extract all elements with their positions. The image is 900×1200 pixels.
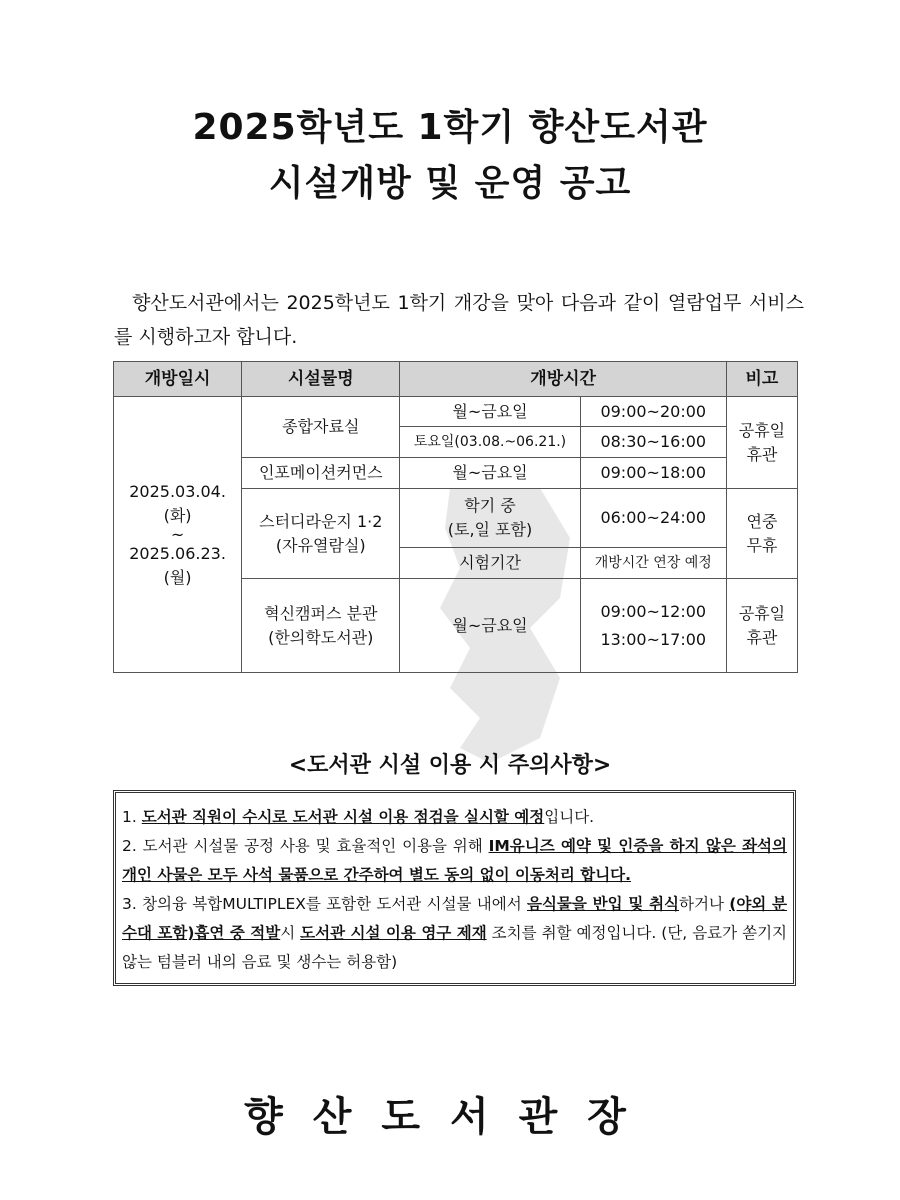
study-lounge-semester-time: 06:00~24:00	[580, 489, 726, 548]
header-note: 비고	[726, 362, 797, 397]
caution-item-3-bold1: 음식물을 반입 및 취식	[526, 895, 680, 913]
caution-item-3-num: 3.	[122, 895, 143, 913]
branch-note-line2: 휴관	[746, 627, 778, 647]
table-row	[114, 397, 798, 427]
caution-item-2-bold: IM유니즈 예약 및 인증을 하지 않은 좌석의 개인 사물은 모두 사석 물품으로 간주하여 별도 동의 없이 이동처리 합니다.	[122, 837, 788, 884]
caution-item-3-bold2: (야외 분수대 포함)흡연 중 적발	[122, 895, 787, 942]
branch-name-line1: 혁신캠퍼스 분관	[264, 603, 378, 623]
branch-name	[242, 579, 400, 673]
info-commons-label: 월~금요일	[400, 458, 580, 489]
caution-box	[113, 790, 796, 986]
caution-item-3-mid1: 하거나	[679, 895, 730, 913]
branch-time2: 13:00~17:00	[600, 629, 707, 649]
period-end: 2025.06.23.(월)	[129, 543, 226, 587]
caution-item-1-rest: 입니다.	[544, 808, 595, 826]
opening-hours-table	[113, 361, 798, 673]
study-lounge-name	[242, 489, 400, 579]
branch-note-line1: 공휴일	[738, 603, 786, 623]
period-start: 2025.03.04.(화)	[129, 481, 226, 525]
branch-name-line2: (한의학도서관)	[268, 627, 374, 647]
general-room-name: 종합자료실	[242, 397, 400, 458]
caution-item-3-mid2: 시	[280, 924, 301, 942]
study-lounge-semester-line1: 학기 중	[464, 496, 516, 515]
caution-item-1-bold: 도서관 직원이 수시로 도서관 시설 이용 점검을 실시할 예정	[141, 808, 545, 826]
branch-time1: 09:00~12:00	[600, 601, 707, 621]
caution-item-3-pre: 창의융 복합MULTIPLEX를 포함한 도서관 시설물 내에서	[142, 895, 527, 913]
info-commons-time: 09:00~18:00	[580, 458, 726, 489]
study-lounge-note-line1: 연중	[746, 511, 778, 531]
period-sep: ~	[170, 524, 185, 544]
caution-item-1	[122, 803, 787, 832]
general-note-line1: 공휴일	[738, 420, 786, 440]
study-lounge-name-line1: 스터디라운지 1·2	[259, 511, 383, 531]
table-header-row	[114, 362, 798, 397]
caution-item-3-rest: 조치를 취할 예정입니다. (단, 음료가 쏟기지 않는 텀블러 내의 음료 및 생수는 허용함)	[122, 924, 788, 971]
caution-title: <도서관 시설 이용 시 주의사항>	[288, 753, 612, 778]
signature-footer: 향산도서관장	[244, 1094, 656, 1140]
general-note-line2: 휴관	[746, 444, 778, 464]
general-saturday-label: 토요일(03.08.~06.21.)	[400, 427, 580, 458]
branch-label: 월~금요일	[400, 579, 580, 673]
general-note	[726, 397, 797, 489]
caution-item-1-num: 1.	[122, 808, 142, 826]
branch-time	[580, 579, 726, 673]
caution-item-3	[122, 890, 787, 977]
study-lounge-semester-line2: (토,일 포함)	[447, 520, 533, 539]
general-weekday-label: 월~금요일	[400, 397, 580, 427]
info-commons-name: 인포메이션커먼스	[242, 458, 400, 489]
branch-note	[726, 579, 797, 673]
study-lounge-exam-time: 개방시간 연장 예정	[580, 548, 726, 579]
general-saturday-time: 08:30~16:00	[580, 427, 726, 458]
title-line-1: 2025학년도 1학기 향산도서관	[192, 107, 708, 148]
caution-item-2-num: 2.	[122, 837, 143, 855]
study-lounge-semester	[400, 489, 580, 548]
intro-paragraph	[114, 286, 804, 354]
study-lounge-exam-label: 시험기간	[400, 548, 580, 579]
study-lounge-note	[726, 489, 797, 579]
header-facility: 시설물명	[242, 362, 400, 397]
period-cell	[114, 397, 242, 673]
study-lounge-name-line2: (자유열람실)	[275, 535, 366, 555]
title-line-2: 시설개방 및 운영 공고	[268, 163, 632, 204]
study-lounge-note-line2: 무휴	[746, 535, 778, 555]
caution-item-3-bold3: 도서관 시설 이용 영구 제재	[300, 924, 487, 942]
document-title	[0, 100, 900, 212]
caution-item-2-pre: 도서관 시설물 공정 사용 및 효율적인 이용을 위해	[142, 837, 489, 855]
header-period: 개방일시	[114, 362, 242, 397]
caution-item-2	[122, 832, 787, 890]
header-hours: 개방시간	[400, 362, 726, 397]
general-weekday-time: 09:00~20:00	[580, 397, 726, 427]
intro-text: 향산도서관에서는 2025학년도 1학기 개강을 맞아 다음과 같이 열람업무 서비스를 시행하고자 합니다.	[114, 292, 804, 348]
